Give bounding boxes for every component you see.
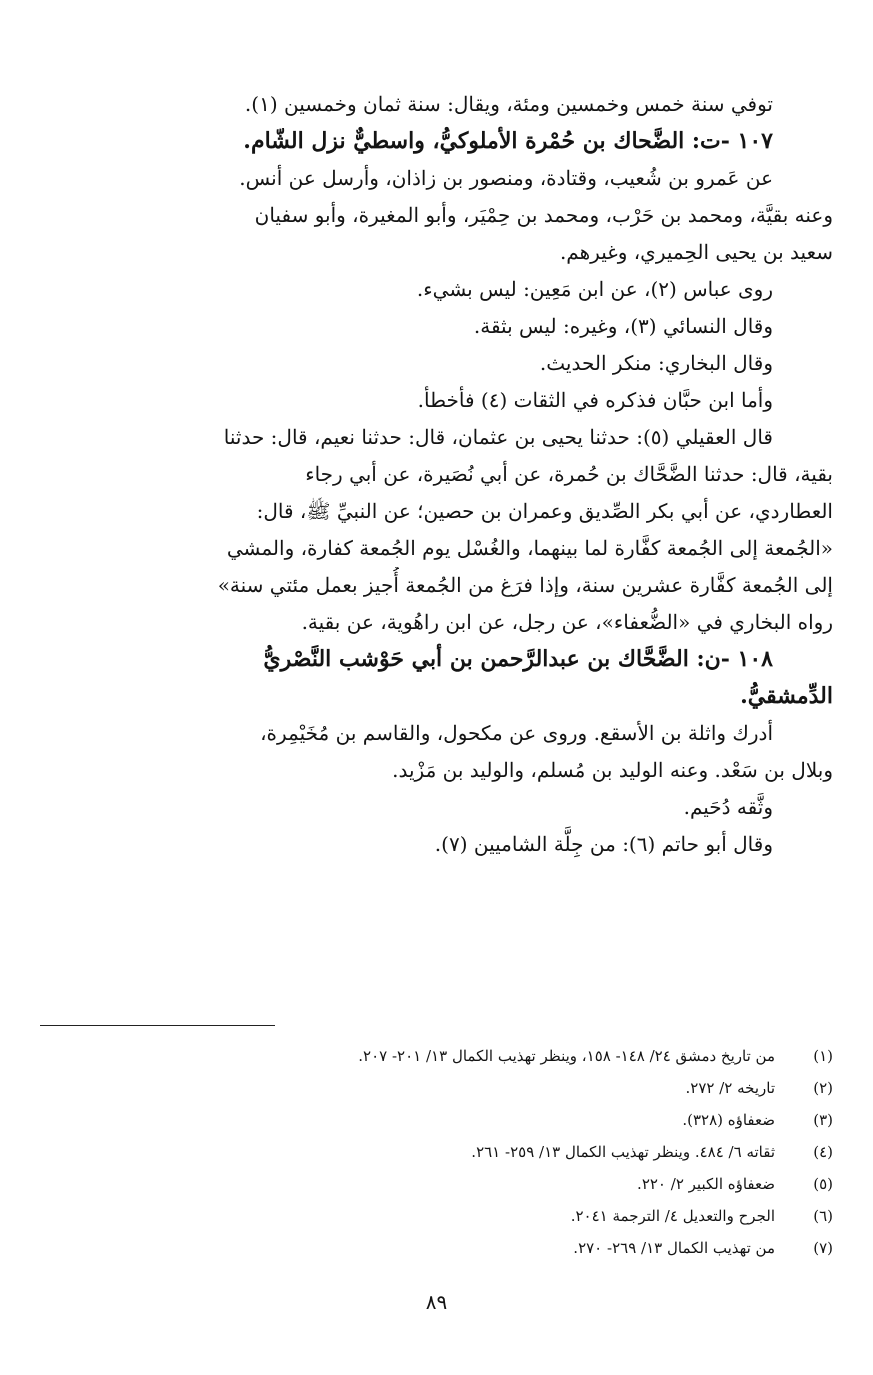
footnote-text: من تهذيب الكمال ١٣/ ٢٦٩- ٢٧٠. [573,1239,775,1257]
footnote [43,1200,833,1232]
footnote [43,1232,833,1264]
footnote-text: الجرح والتعديل ٤/ الترجمة ٢٠٤١. [570,1207,775,1225]
footnote [43,1136,833,1168]
footnote [43,1072,833,1104]
text-line: رواه البخاري في «الضُّعفاء»، عن رجل، عن ابن راهُوية، عن بقية. [301,610,833,634]
entry-heading-line: ١٠٧ -ت: الضَّحاك بن حُمْرة الأملوكيُّ، واسطيٌّ نزل الشّام. [243,128,773,154]
footnote-divider [40,1025,275,1026]
footnote-text: ضعفاؤه الكبير ٢/ ٢٢٠. [637,1175,775,1193]
page-number: ٨٩ [425,1290,448,1314]
footnote-text: من تاريخ دمشق ٢٤/ ١٤٨- ١٥٨، وينظر تهذيب الكمال ١٣/ ٢٠١- ٢٠٧. [358,1047,775,1065]
footnote-number: (٦) [813,1207,833,1225]
text-line: وأما ابن حبَّان فذكره في الثقات (٤) فأخطأ. [417,388,773,412]
footnote [43,1040,833,1072]
footnote-number: (٧) [813,1239,833,1257]
text-line: وقال البخاري: منكر الحديث. [539,351,773,375]
text-line: وقال أبو حاتم (٦): من جِلَّة الشاميين (٧). [434,832,773,856]
text-line: قال العقيلي (٥): حدثنا يحيى بن عثمان، قال: حدثنا نعيم، قال: حدثنا [223,425,773,449]
text-line: عن عَمرو بن شُعيب، وقتادة، ومنصور بن زاذان، وأرسل عن أنس. [239,166,773,190]
footnote-text: ضعفاؤه (٣٢٨). [682,1111,775,1129]
main-text [103,86,833,863]
footnote-number: (٣) [813,1111,833,1129]
footnote [43,1104,833,1136]
footnote-number: (٤) [813,1143,833,1161]
text-line: العطاردي، عن أبي بكر الصِّديق وعمران بن حصين؛ عن النبيِّ ﷺ، قال: [256,499,833,523]
text-line: روى عباس (٢)، عن ابن مَعِين: ليس بشيء. [416,277,773,301]
text-line: سعيد بن يحيى الحِميري، وغيرهم. [559,240,833,264]
text-line: «الجُمعة إلى الجُمعة كفَّارة لما بينهما، والغُسْل يوم الجُمعة كفارة، والمشي [226,536,833,560]
footnote-number: (٢) [813,1079,833,1097]
text-line: أدرك واثلة بن الأسقع. وروى عن مكحول، والقاسم بن مُخَيْمِرة، [260,721,773,745]
footnotes [43,1040,833,1264]
text-line: إلى الجُمعة كفَّارة عشرين سنة، وإذا فرَغ من الجُمعة أُجيز بعمل مئتي سنة» [217,573,833,597]
footnote-number: (١) [813,1047,833,1065]
text-line: وعنه بقيَّة، ومحمد بن حَرْب، ومحمد بن حِمْيَر، وأبو المغيرة، وأبو سفيان [254,203,833,227]
footnote-text: تاريخه ٢/ ٢٧٢. [685,1079,775,1097]
footnote-text: ثقاته ٦/ ٤٨٤. وينظر تهذيب الكمال ١٣/ ٢٥٩- ٢٦١. [471,1143,775,1161]
footnote-number: (٥) [813,1175,833,1193]
text-line: وبلال بن سَعْد. وعنه الوليد بن مُسلم، والوليد بن مَزْيد. [392,758,833,782]
text-line: وثَّقه دُحَيم. [683,795,773,819]
text-line: بقية، قال: حدثنا الضَّحَّاك بن حُمرة، عن أبي نُصَيرة، عن أبي رجاء [305,462,833,486]
footnote [43,1168,833,1200]
text-line: وقال النسائي (٣)، وغيره: ليس بثقة. [473,314,773,338]
entry-heading-line: ١٠٨ -ن: الضَّحَّاك بن عبدالرَّحمن بن أبي حَوْشب النَّصْريُّ [263,646,773,672]
entry-heading-line: الدِّمشقيُّ. [740,683,833,709]
text-line: توفي سنة خمس وخمسين ومئة، ويقال: سنة ثمان وخمسين (١). [244,92,773,116]
